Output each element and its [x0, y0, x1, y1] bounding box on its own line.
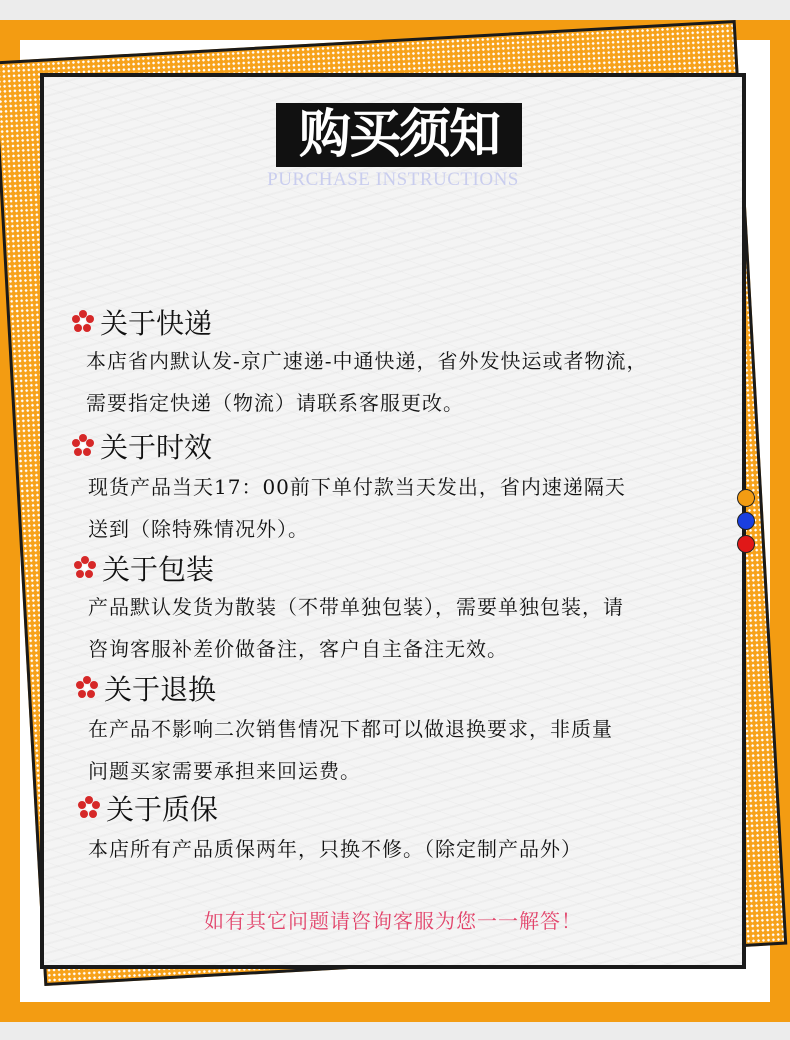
section-heading-returns [72, 671, 216, 705]
section-heading-timing [68, 429, 212, 463]
red-dot [737, 535, 755, 553]
section-body-line: 本店省内默认发-京广速递-中通快递，省外发快运或者物流， [86, 349, 648, 373]
footer-note: 如有其它问题请咨询客服为您一一解答！ [204, 909, 582, 933]
section-heading-warranty [74, 791, 218, 825]
section-body-line: 本店所有产品质保两年，只换不修。（除定制产品外） [88, 837, 582, 861]
flower-icon [70, 553, 100, 583]
section-heading-text: 关于时效 [100, 431, 213, 464]
section-heading-text: 关于包装 [102, 553, 215, 586]
section-body-line: 咨询客服补差价做备注，客户自主备注无效。 [88, 637, 508, 661]
notice-paper [40, 73, 746, 969]
section-body-line: 现货产品当天17：00前下单付款当天发出，省内速递隔天 [88, 475, 626, 499]
section-body-line: 产品默认发货为散装（不带单独包装），需要单独包装，请 [88, 595, 624, 619]
bottom-band [0, 1022, 790, 1040]
section-heading-express [68, 305, 212, 339]
page-title: 购买须知 [276, 103, 522, 167]
blue-dot [737, 512, 755, 530]
orange-dot [737, 489, 755, 507]
page-subtitle: PURCHASE INSTRUCTIONS [267, 169, 519, 190]
section-heading-text: 关于快递 [100, 307, 213, 340]
section-heading-packaging [70, 551, 214, 585]
flower-icon [72, 673, 102, 703]
section-body-line: 送到（除特殊情况外）。 [88, 517, 309, 541]
section-heading-text: 关于退换 [104, 673, 217, 706]
section-body-line: 在产品不影响二次销售情况下都可以做退换要求，非质量 [88, 717, 613, 741]
flower-icon [68, 431, 98, 461]
flower-icon [74, 793, 104, 823]
section-body-line: 需要指定快递（物流）请联系客服更改。 [86, 391, 464, 415]
flower-icon [68, 307, 98, 337]
section-body-line: 问题买家需要承担来回运费。 [88, 759, 361, 783]
top-band [0, 0, 790, 20]
section-heading-text: 关于质保 [106, 793, 219, 826]
